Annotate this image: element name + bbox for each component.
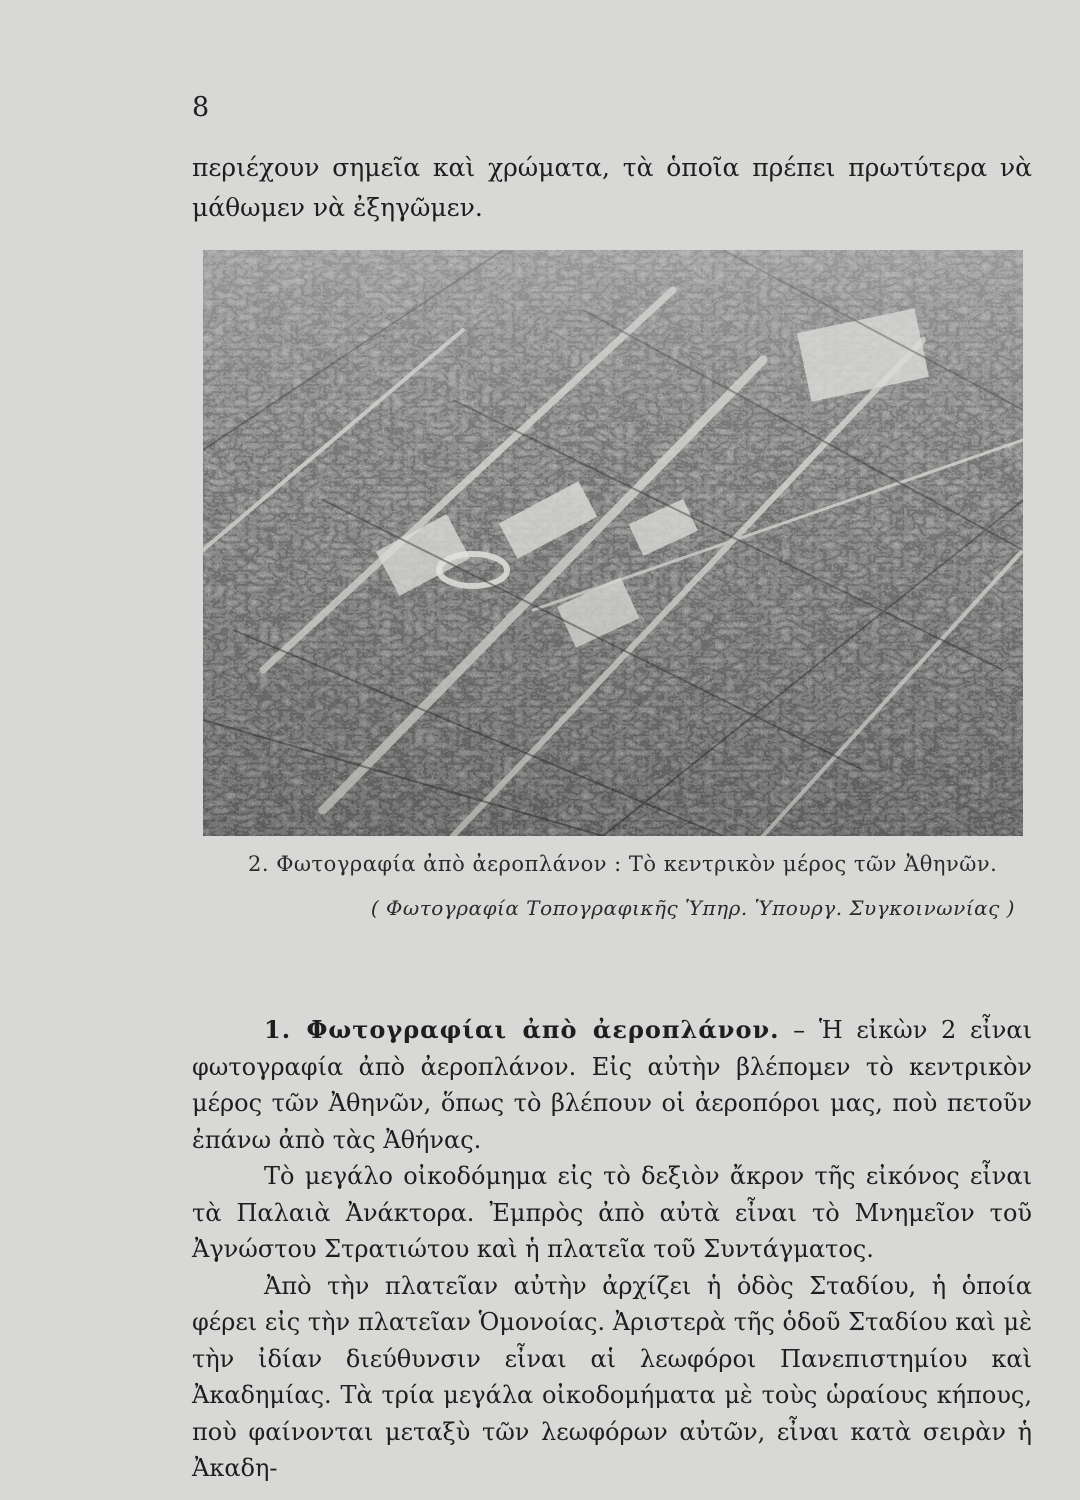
aerial-photograph bbox=[203, 250, 1023, 836]
paragraph-1-text: – Ἡ εἰκὼν 2 εἶναι φωτογραφία ἀπὸ ἀεροπλάνον. Εἰς αὐτὴν βλέπομεν τὸ κεντρικὸν μέρος τῶν Ἀθηνῶν, ὅπως τὸ βλέπουν οἱ ἀεροπόροι μας, ποὺ πετοῦν ἐπάνω ἀπὸ τὰς Ἀθήνας. bbox=[192, 1016, 1032, 1154]
figure-caption: 2. Φωτογραφία ἀπὸ ἀεροπλάνον : Τὸ κεντρικὸν μέρος τῶν Ἀθηνῶν. bbox=[248, 852, 998, 876]
paragraph-1 bbox=[192, 1012, 1032, 1158]
section-heading: 1. Φωτογραφίαι ἀπὸ ἀεροπλάνον. bbox=[264, 1015, 780, 1044]
paragraph-3: Ἀπὸ τὴν πλατεῖαν αὐτὴν ἀρχίζει ἡ ὁδὸς Σταδίου, ἡ ὁποία φέρει εἰς τὴν πλατεῖαν Ὁμονοίας. Ἀριστερὰ τῆς ὁδοῦ Σταδίου καὶ μὲ τὴν ἰδίαν διεύθυνσιν εἶναι αἱ λεωφόροι Πανεπιστημίου καὶ Ἀκαδημίας. Τὰ τρία μεγάλα οἰκοδομήματα μὲ τοὺς ὡραίους κήπους, ποὺ φαίνονται μεταξὺ τῶν λεωφόρων αὐτῶν, εἶναι κατὰ σειρὰν ἡ Ἀκαδη- bbox=[192, 1271, 1032, 1482]
section-body bbox=[192, 1012, 1032, 1487]
aerial-city-image bbox=[203, 250, 1023, 836]
page-number: 8 bbox=[192, 92, 210, 123]
intro-paragraph: περιέχουν σημεῖα καὶ χρώματα, τὰ ὁποῖα πρέπει πρωτύτερα νὰ μάθωμεν νὰ ἐξηγῶμεν. bbox=[192, 153, 1032, 222]
paragraph-2: Τὸ μεγάλο οἰκοδόμημα εἰς τὸ δεξιὸν ἄκρον τῆς εἰκόνος εἶναι τὰ Παλαιὰ Ἀνάκτορα. Ἐμπρὸς ἀπὸ αὐτὰ εἶναι τὸ Μνημεῖον τοῦ Ἀγνώστου Στρατιώτου καὶ ἡ πλατεῖα τοῦ Συντάγματος. bbox=[192, 1162, 1032, 1263]
figure-credit: ( Φωτογραφία Τοπογραφικῆς Ὑπηρ. Ὑπουργ. Συγκοινωνίας ) bbox=[370, 896, 1015, 920]
